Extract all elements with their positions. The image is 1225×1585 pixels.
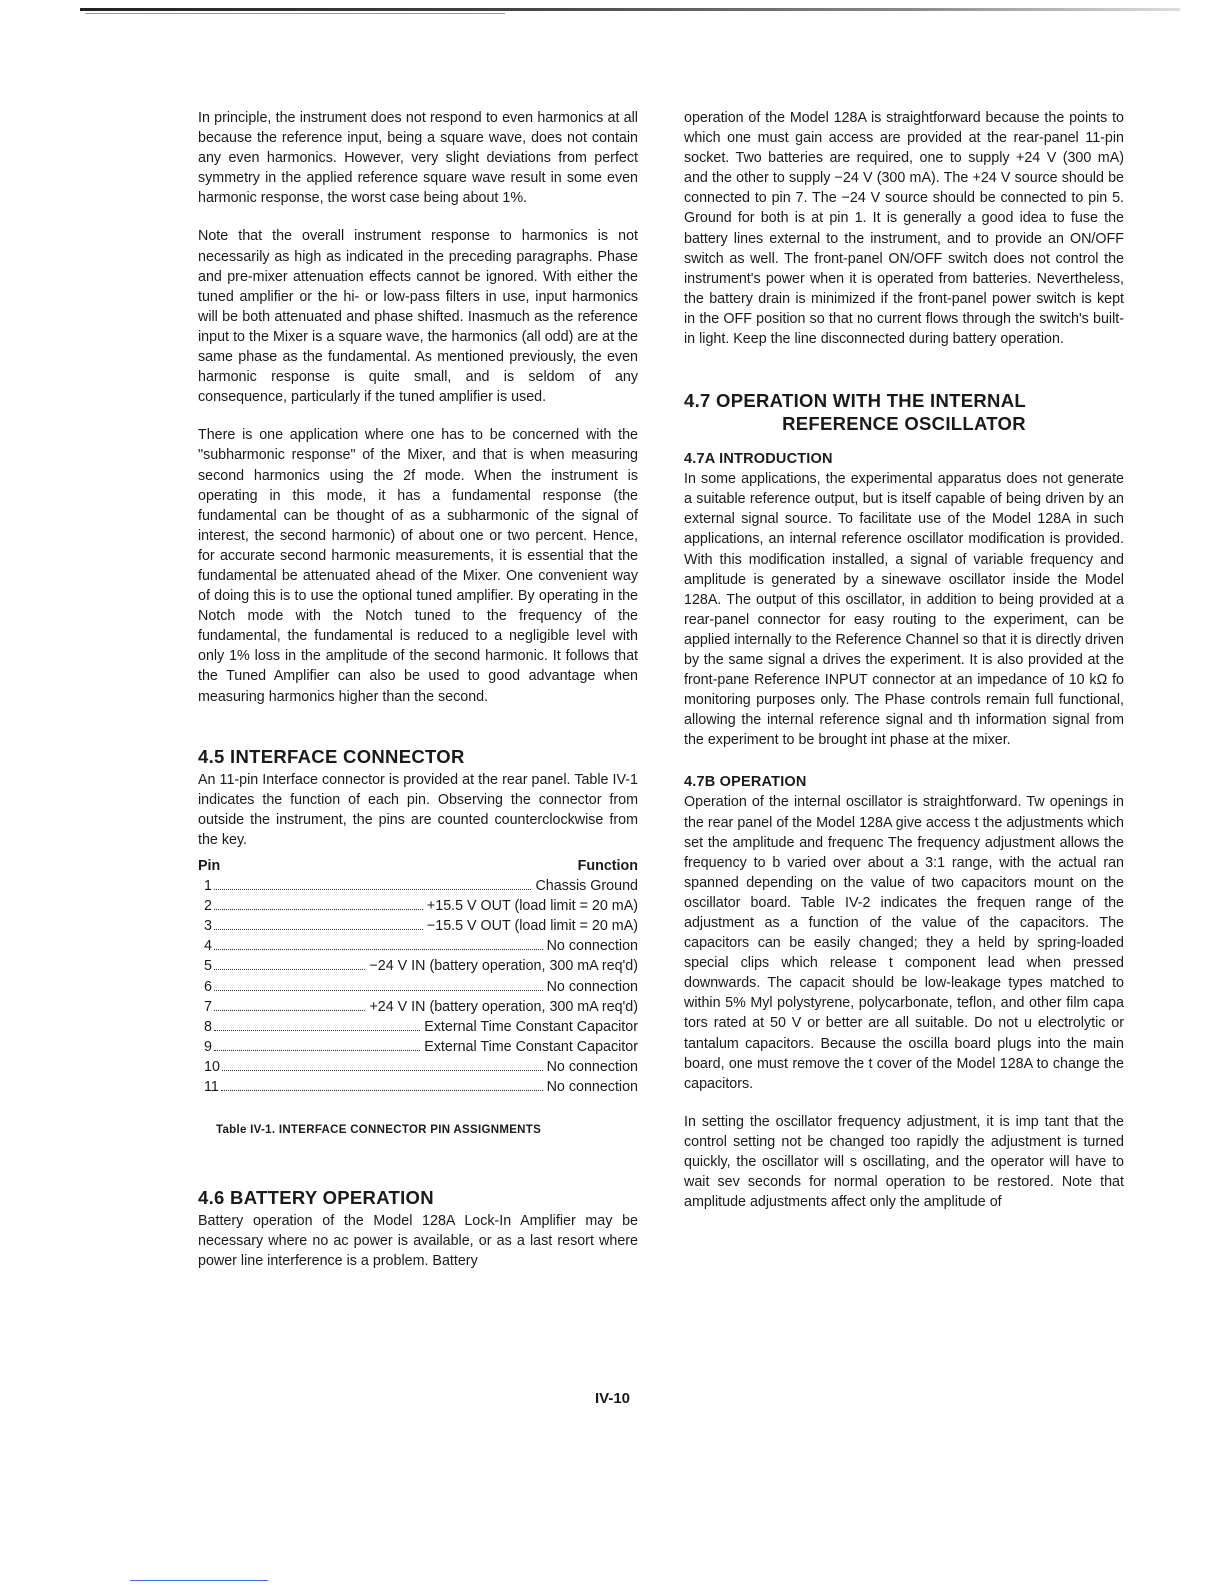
table-caption: Table IV-1. INTERFACE CONNECTOR PIN ASSIGNMENTS [216, 1124, 542, 1137]
heading-interface-connector: 4.5 INTERFACE CONNECTOR [198, 745, 465, 767]
pin-number: 5 [204, 958, 212, 975]
pin-number: 9 [204, 1038, 212, 1055]
paragraph-battery-operation: Battery operation of the Model 128A Lock-In Amplifier may be necessary where no ac power is available, or as a last resort where power line interference is a problem. Battery [198, 1213, 638, 1270]
pin-row [198, 1077, 638, 1097]
pin-function: +24 V IN (battery operation, 300 mA req'd) [369, 998, 638, 1015]
pin-row [198, 1057, 638, 1077]
pin-function: External Time Constant Capacitor [424, 1038, 638, 1055]
pin-row [198, 956, 638, 976]
pin-row [198, 1037, 638, 1057]
pin-table [198, 856, 638, 1140]
pin-table-header [198, 856, 638, 876]
dot-leader [214, 990, 543, 991]
pin-row [198, 936, 638, 956]
pin-number: 4 [204, 938, 212, 955]
paragraph-harmonics-response: Note that the overall instrument response to harmonics is not necessarily as high as indicated in the preceding paragraphs. Phase and pre-mixer attenuation effects cannot be ignored. With either the tuned amplifier or the hi- or low-pass filters in use, input harmonics will be both attenuated and phase shifted. Inasmuch as the reference input to the Mixer is a square wave, the harmonics (all odd) are at the same phase as the fundamental. As mentioned previously, the even harmonic response is quite small, and is seldom of any consequence, particularly if the tuned amplifier is used. [198, 228, 638, 406]
paragraph-introduction: In some applications, the experimental apparatus does not generate a suitable reference output, but is itself capable of being driven by an external signal source. To facilitate use of the Model 128A in such applications, an internal reference oscillator modification is provided. With this modification installed, a signal of variable frequency and amplitude is generated by a sinewave oscillator inside the Model 128A. The output of this oscillator, in addition to being provided at a rear-panel connector for easy routing to the experiment, can be applied internally to the Reference Channel so that it is directly driven by the same signal a drives the experiment. It is also provided at the front-pane Reference INPUT connector at an impedance of 10 kΩ fo monitoring purposes only. The Phase controls remain full functional, allowing the internal reference signal and th information signal from the experiment to be brought int phase at the mixer. [684, 471, 1124, 749]
pin-row [198, 876, 638, 896]
pin-number: 11 [204, 1079, 219, 1096]
pin-row [198, 916, 638, 936]
pin-number: 3 [204, 918, 212, 935]
dot-leader [214, 909, 423, 910]
page-number: IV-10 [594, 1390, 631, 1407]
paragraph-subharmonic-response: There is one application where one has to be concerned with the "subharmonic response" of the Mixer, and that is when measuring second harmonics using the 2f mode. When the instrument is operating in this mode, it has a fundamental response (the fundamental can be thought of as a subharmonic of the signal of interest, the second harmonic) of about one or two percent. Hence, for accurate second harmonic measurements, it is essential that the fundamental be attenuated ahead of the Mixer. One convenient way of doing this is to use the optional tuned amplifier. By operating in the Notch mode with the Notch tuned to the frequency of the fundamental, the fundamental is reduced to a negligible level with only 1% loss in the amplitude of the second harmonic. It follows that the Tuned Amplifier can also be used to good advantage when measuring harmonics higher than the second. [198, 427, 638, 705]
subheading-operation: 4.7B OPERATION [684, 774, 807, 791]
heading-internal-oscillator-line2: REFERENCE OSCILLATOR [782, 413, 1026, 435]
function-column-header: Function [577, 858, 638, 874]
paragraph-harmonics-principle: In principle, the instrument does not respond to even harmonics at all because the reference input, being a square wave, does not contain any even harmonics. However, very slight deviations from perfect symmetry in the applied reference square wave result in some even harmonic response, the worst case being about 1%. [198, 110, 638, 207]
subheading-introduction: 4.7A INTRODUCTION [684, 451, 833, 468]
pin-number: 6 [204, 978, 212, 995]
pin-number: 8 [204, 1018, 212, 1035]
pin-function: +15.5 V OUT (load limit = 20 mA) [426, 898, 638, 915]
pin-row [198, 1017, 638, 1037]
pin-function: −24 V IN (battery operation, 300 mA req'd) [369, 958, 638, 975]
pin-number: 7 [204, 998, 212, 1015]
pin-number: 1 [204, 878, 212, 895]
dot-leader [214, 889, 532, 890]
pin-row [198, 997, 638, 1017]
paragraph-operation: Operation of the internal oscillator is straightforward. Tw openings in the rear panel of the Model 128A give access t the adjustments which set the amplitude and frequenc The frequency adjustment allows the frequency to b varied over about a 3:1 range, with the actual ran spanned depending on the value of two capacitors mount on the oscillator board. Table IV-2 indicates the frequen range of the adjustment as a function of the value of the capacitors. The capacitors can be easily changed; they a held by spring-loaded special clips which release t component lead when pressed downwards. The capacit should be low-leakage types matched to within 5% Myl polystyrene, polycarbonate, teflon, and other film capa tors rated at 50 V or better are all suitable. Do not u electrolytic or tantalum capacitors. Because the oscilla board plugs into the main board, one must remove the t cover of the Model 128A to change the capacitors. [684, 794, 1124, 1092]
pin-function: No connection [546, 1058, 638, 1075]
pin-table-body [198, 876, 638, 1097]
pin-function: External Time Constant Capacitor [424, 1018, 638, 1035]
heading-battery-operation: 4.6 BATTERY OPERATION [198, 1187, 434, 1209]
pin-function: No connection [546, 978, 638, 995]
dot-leader [222, 1070, 543, 1071]
paragraph-frequency-adjustment: In setting the oscillator frequency adjustment, it is imp tant that the control setting not be changed too rapidly the adjustment is turned quickly, the oscillator will s oscillating, and the operator will have to wait sev seconds for normal operation to be restored. Note that amplitude adjustments affect only the amplitude of [684, 1113, 1124, 1211]
pin-row [198, 896, 638, 916]
dot-leader [214, 969, 365, 970]
right-column [684, 108, 1124, 1230]
dot-leader [214, 1030, 420, 1031]
pin-function: −15.5 V OUT (load limit = 20 mA) [426, 918, 638, 935]
pin-function: Chassis Ground [535, 878, 638, 895]
pin-number: 10 [204, 1058, 220, 1075]
pin-column-header: Pin [198, 858, 221, 874]
dot-leader [214, 949, 543, 950]
heading-internal-oscillator-line1: 4.7 OPERATION WITH THE INTERNAL [684, 390, 1026, 412]
paragraph-battery-operation-continued: operation of the Model 128A is straightforward because the points to which one must gain access are provided at the rear-panel 11-pin socket. Two batteries are required, one to supply +24 V (300 mA) and the other to supply −24 V (300 mA). The +24 V source should be connected to pin 7. The −24 V source should be connected to pin 5. Ground for both is at pin 1. It is generally a good idea to fuse the battery lines external to the instrument, and to provide an ON/OFF switch as well. The front-panel ON/OFF switch does not control the instrument's power when it is operated from batteries. Nevertheless, the battery drain is minimized if the front-panel power switch is kept in the OFF position so that no current flows through the switch's built-in light. Keep the line disconnected during battery operation. [684, 110, 1124, 348]
dot-leader [214, 929, 423, 930]
pin-function: No connection [546, 1079, 638, 1096]
bottom-edge-mark [130, 1580, 268, 1581]
pin-number: 2 [204, 898, 212, 915]
dot-leader [214, 1050, 420, 1051]
dot-leader [221, 1090, 543, 1091]
page-top-rule [80, 8, 1180, 11]
paragraph-interface-connector: An 11-pin Interface connector is provided at the rear panel. Table IV-1 indicates the function of each pin. Observing the connector from outside the instrument, the pins are counted counterclockwise from the key. [198, 771, 638, 848]
page-top-rule-shadow [85, 13, 505, 14]
left-column [198, 108, 638, 1290]
pin-function: No connection [546, 938, 638, 955]
pin-row [198, 977, 638, 997]
dot-leader [214, 1010, 365, 1011]
